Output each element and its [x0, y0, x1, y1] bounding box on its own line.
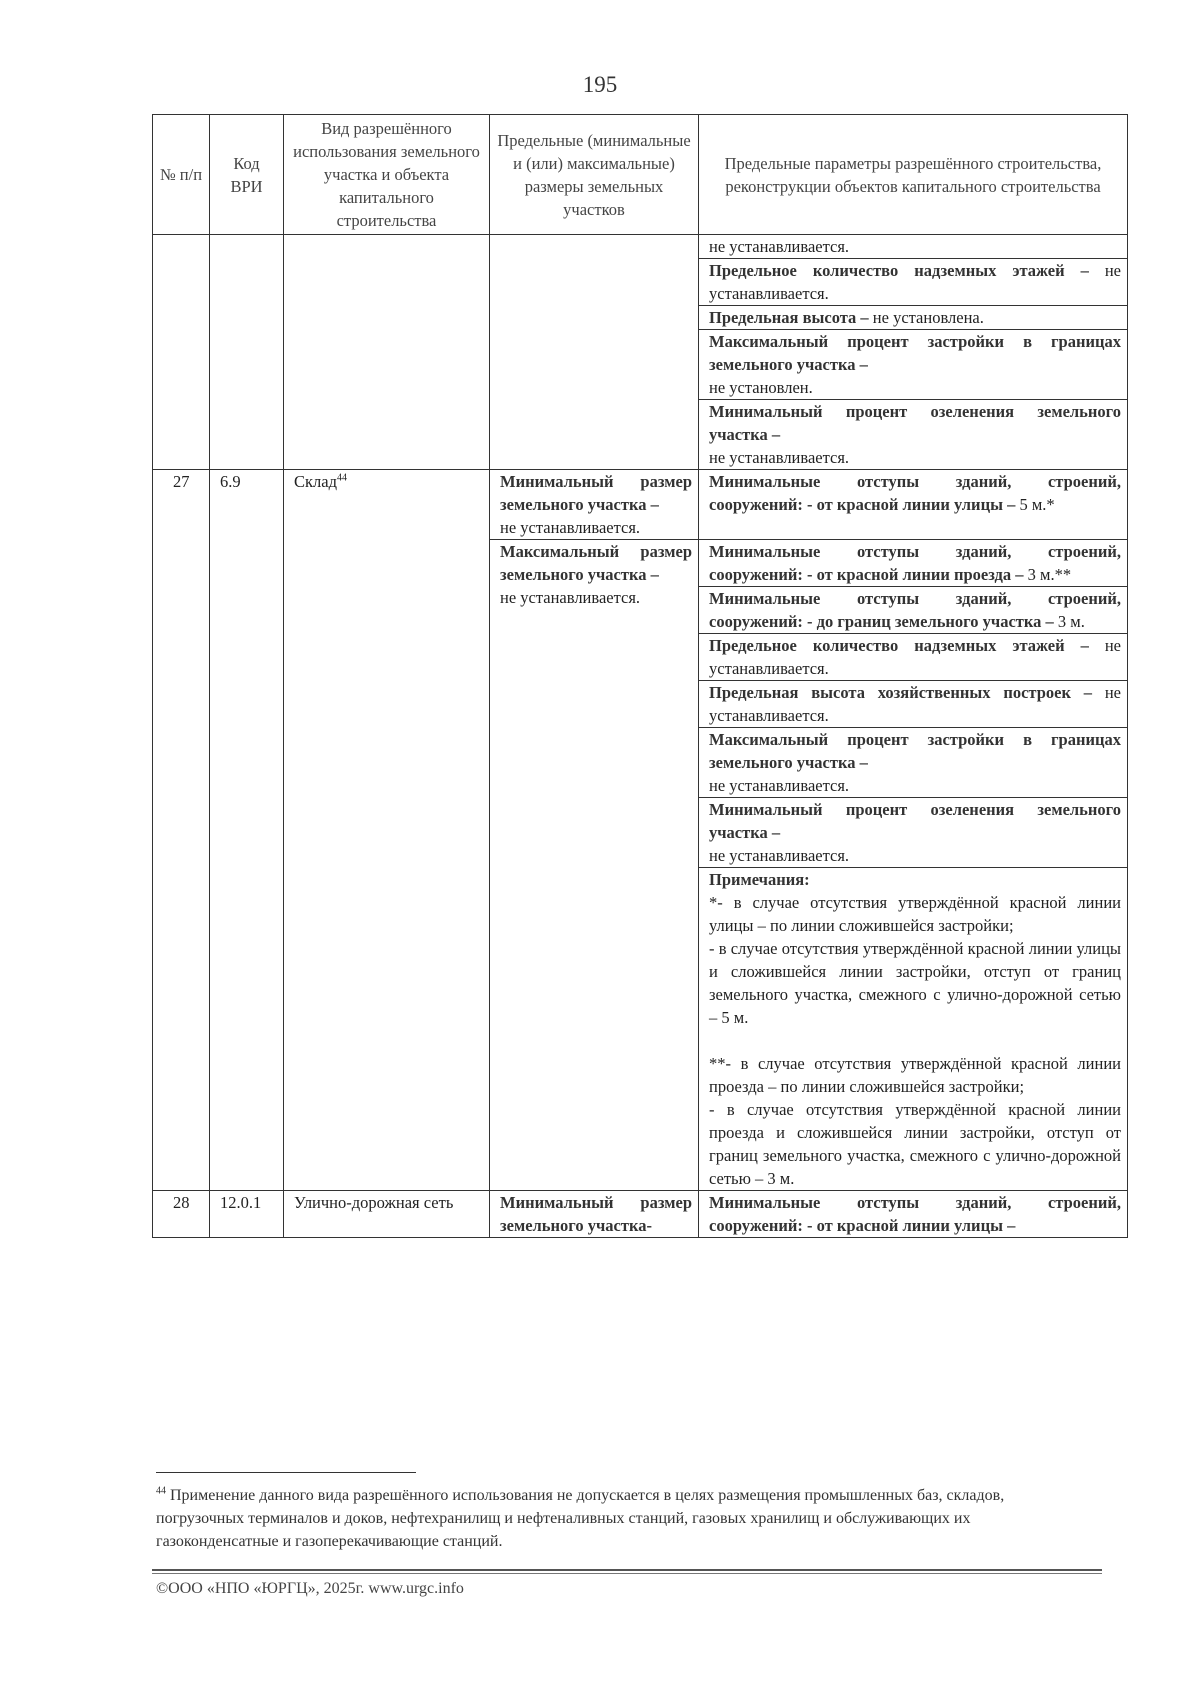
note-item: **- в случае отсутствия утверждённой красной линии проезда – по линии сложившейся застройки; [709, 1054, 1121, 1096]
footnote-text: Применение данного вида разрешённого использования не допускается в целях размещения промышленных баз, складов, погрузочных терминалов и доков, нефтехранилищ и нефтеналивных станций, газовых хранилищ и обслуживающих их газоконденсатные и газоперекачивающие станций. [156, 1487, 1005, 1550]
page-footer: ©ООО «НПО «ЮРГЦ», 2025г. www.urgc.info [156, 1580, 464, 1597]
param-cell: Предельная высота – не установлена. [699, 306, 1128, 330]
cell-use-type [284, 235, 490, 470]
cell-use-type: Улично-дорожная сеть [284, 1191, 490, 1238]
footnote-divider [156, 1472, 416, 1473]
param-cell: Максимальный процент застройки в границах земельного участка – не установлен. [699, 330, 1128, 400]
param-cell: Минимальный процент озеленения земельного участка – не устанавливается. [699, 400, 1128, 470]
param-cell: Предельная высота хозяйственных построек – не устанавливается. [699, 681, 1128, 728]
header-plot-size: Предельные (минимальные и (или) максимальные) размеры земельных участков [490, 115, 699, 235]
param-cell: Предельное количество надземных этажей – не устанавливается. [699, 634, 1128, 681]
cell-plot-size [490, 235, 699, 470]
param-cell: Минимальные отступы зданий, строений, сооружений: - от красной линии улицы – [699, 1191, 1128, 1238]
page-number: 195 [582, 72, 618, 97]
footer-divider [152, 1569, 1102, 1571]
footer-divider-thin [152, 1573, 1102, 1574]
cell-code: 6.9 [210, 470, 284, 1191]
param-cell: не устанавливается. [699, 235, 1128, 259]
note-item: - в случае отсутствия утверждённой красной линии проезда и сложившейся линии застройки, отступ от границ земельного участка, смежного с улично-дорожной сетью – 3 м. [709, 1100, 1121, 1188]
param-cell: Максимальный процент застройки в границах земельного участка – не устанавливается. [699, 728, 1128, 798]
cell-code [210, 235, 284, 470]
cell-plot-size-min: Минимальный размер земельного участка- [490, 1191, 699, 1238]
table-row [153, 235, 1128, 259]
param-cell: Минимальный процент озеленения земельного участка – не устанавливается. [699, 798, 1128, 868]
notes-title: Примечания: [709, 870, 810, 889]
cell-number [153, 235, 210, 470]
param-cell: Минимальные отступы зданий, строений, сооружений: - от красной линии улицы – 5 м.* [699, 470, 1128, 540]
table-header-row [153, 115, 1128, 235]
footnote-ref[interactable]: 44 [336, 472, 347, 484]
header-number: № п/п [153, 115, 210, 235]
param-cell: Минимальные отступы зданий, строений, сооружений: - до границ земельного участка – 3 м. [699, 587, 1128, 634]
cell-plot-size-max: Максимальный размер земельного участка – не устанавливается. [490, 540, 699, 1191]
header-code: Код ВРИ [210, 115, 284, 235]
header-parameters: Предельные параметры разрешённого строительства, реконструкции объектов капитального строительства [699, 115, 1128, 235]
notes-cell [699, 868, 1128, 1191]
note-item: *- в случае отсутствия утверждённой красной линии улицы – по линии сложившейся застройки; [709, 893, 1121, 935]
footnote [156, 1484, 1096, 1553]
param-cell: Предельное количество надземных этажей – не устанавливается. [699, 259, 1128, 306]
cell-number: 27 [153, 470, 210, 1191]
zoning-table [152, 114, 1128, 1238]
table-row-27 [153, 470, 1128, 540]
cell-number: 28 [153, 1191, 210, 1238]
header-use-type: Вид разрешённого использования земельного участка и объекта капитального строительства [284, 115, 490, 235]
note-item: - в случае отсутствия утверждённой красной линии улицы и сложившейся линии застройки, отступ от границ земельного участка, смежного с улично-дорожной сетью – 5 м. [709, 939, 1121, 1027]
param-cell: Минимальные отступы зданий, строений, сооружений: - от красной линии проезда – 3 м.** [699, 540, 1128, 587]
cell-code: 12.0.1 [210, 1191, 284, 1238]
footnote-marker: 44 [156, 1485, 166, 1497]
table-row-28 [153, 1191, 1128, 1238]
cell-plot-size-min: Минимальный размер земельного участка – не устанавливается. [490, 470, 699, 540]
cell-use-type: Склад$^{44}$ [284, 470, 490, 1191]
